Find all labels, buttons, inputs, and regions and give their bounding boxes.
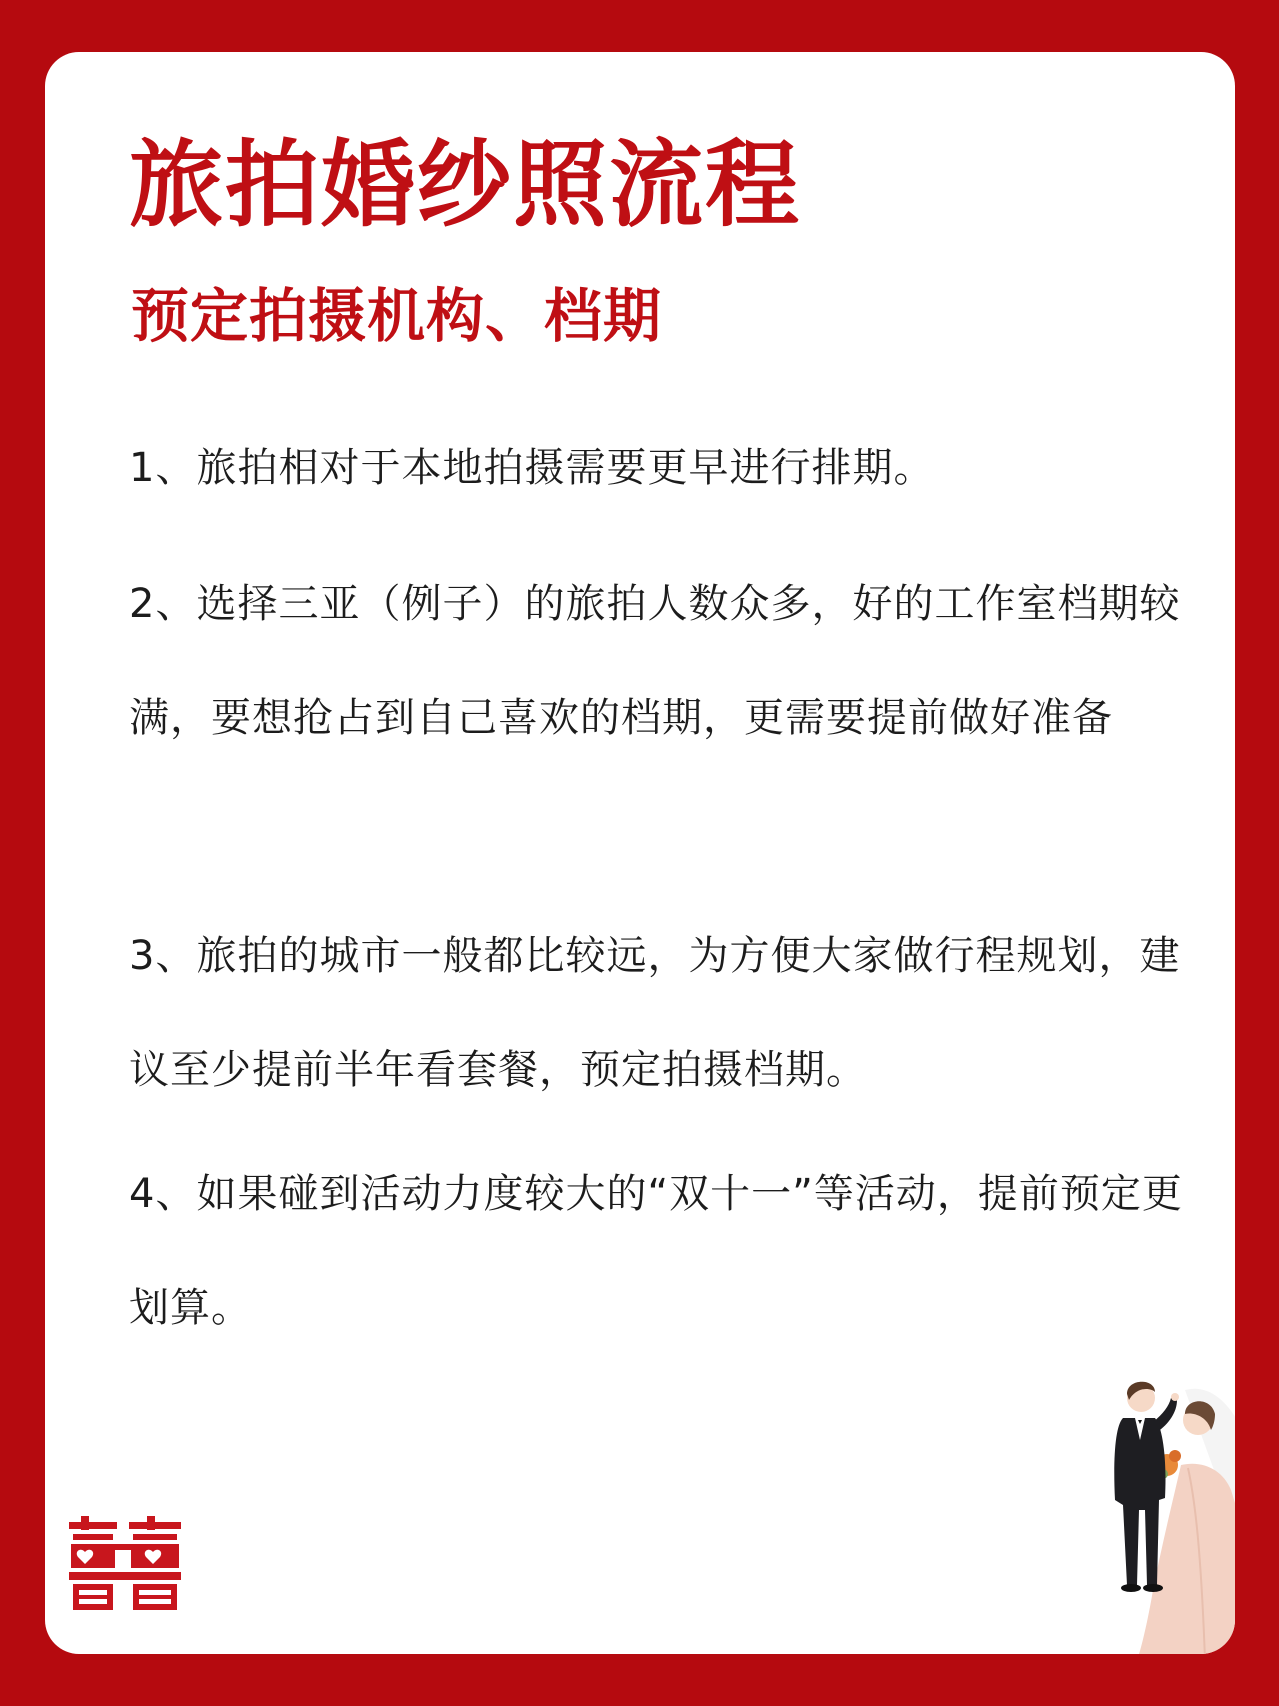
step-paragraph-3: 3、旅拍的城市一般都比较远，为方便大家做行程规划，建议至少提前半年看套餐，预定拍摄档期。 <box>129 933 1181 1093</box>
bride-and-groom-illustration <box>1093 1370 1235 1654</box>
step-paragraph-2: 2、选择三亚（例子）的旅拍人数众多，好的工作室档期较满，要想抢占到自己喜欢的档期，更需要提前做好准备 <box>129 581 1181 741</box>
section-subtitle: 预定拍摄机构、档期 <box>131 282 663 350</box>
double-happiness-icon <box>67 1514 183 1614</box>
step-paragraph-1: 1、旅拍相对于本地拍摄需要更早进行排期。 <box>129 445 935 491</box>
step-paragraph-4: 4、如果碰到活动力度较大的“双十一”等活动，提前预定更划算。 <box>129 1171 1183 1331</box>
content-card <box>45 52 1235 1654</box>
page-title: 旅拍婚纱照流程 <box>129 131 802 240</box>
